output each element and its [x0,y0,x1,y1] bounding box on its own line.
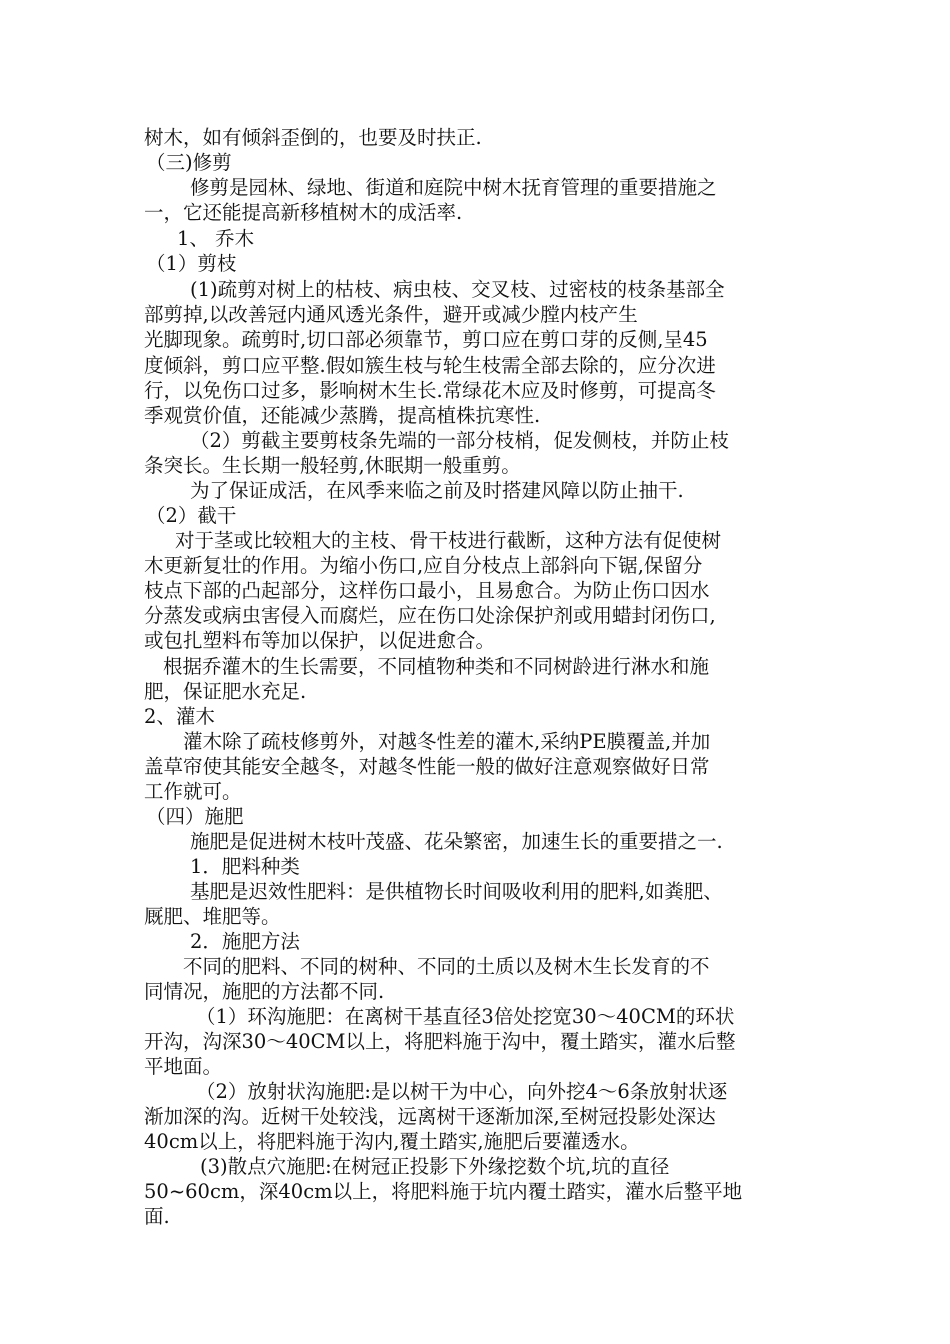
text-line: 肥，保证肥水充足. [144,680,307,703]
text-line: 对于茎或比较粗大的主枝、骨干枝进行截断，这种方法有促使树 [175,529,722,552]
text-line: 盖草帘使其能安全越冬，对越冬性能一般的做好注意观察做好日常 [144,755,710,778]
text-line: (3)散点穴施肥:在树冠正投影下外缘挖数个坑,坑的直径 [200,1155,670,1178]
text-line: 条突长。生长期一般轻剪,休眠期一般重剪。 [144,454,521,477]
text-line: 为了保证成活，在风季来临之前及时搭建风障以防止抽干. [190,479,684,502]
text-line: 季观赏价值，还能减少蒸腾，提高植株抗寒性. [144,404,541,427]
text-line: 根据乔灌木的生长需要，不同植物种类和不同树龄进行淋水和施 [163,655,710,678]
text-line: 50~60cm，深40cm以上，将肥料施于坑内覆土踏实，灌水后整平地 [144,1180,743,1203]
text-line: (1)疏剪对树上的枯枝、病虫枝、交叉枝、过密枝的枝条基部全 [190,278,725,301]
text-line: 基肥是迟效性肥料：是供植物长时间吸收利用的肥料,如粪肥、 [190,880,723,903]
text-line: 厩肥、堆肥等。 [144,905,281,928]
text-line: 工作就可。 [144,780,242,803]
text-line: 施肥是促进树木枝叶茂盛、花朵繁密，加速生长的重要措之一. [190,830,723,853]
text-line: 平地面。 [144,1055,223,1078]
text-line: 修剪是园林、绿地、街道和庭院中树木抚育管理的重要措施之 [190,176,717,199]
text-line: （1）环沟施肥：在离树干基直径3倍处挖宽30～40CM的环状 [196,1005,735,1028]
text-line: 开沟，沟深30～40CM以上，将肥料施于沟中，覆土踏实，灌水后整 [144,1030,736,1053]
subsection-heading: （1）剪枝 [146,252,237,275]
subsection-heading: 2、灌木 [144,705,215,728]
text-line: 木更新复壮的作用。为缩小伤口,应自分枝点上部斜向下锯,保留分 [144,554,703,577]
text-line: 度倾斜，剪口应平整.假如簇生枝与轮生枝需全部去除的，应分次进 [144,354,716,377]
text-line: 同情况，施肥的方法都不同. [144,980,385,1003]
subsection-heading: 2．施肥方法 [190,930,300,953]
text-line: 40cm以上，将肥料施于沟内,覆土踏实,施肥后要灌透水。 [144,1130,640,1153]
text-line: 灌木除了疏枝修剪外，对越冬性差的灌木,采纳PE膜覆盖,并加 [183,730,711,753]
text-line: 不同的肥料、不同的树种、不同的土质以及树木生长发育的不 [183,955,710,978]
text-line: 光脚现象。疏剪时,切口部必须靠节，剪口应在剪口芽的反侧,呈45 [144,328,708,351]
subsection-heading: 1．肥料种类 [190,855,300,878]
text-line: 渐加深的沟。近树干处较浅，远离树干逐渐加深,至树冠投影处深达 [144,1105,716,1128]
text-line: 面. [144,1205,170,1228]
text-line: 行，以免伤口过多，影响树木生长.常绿花木应及时修剪，可提高冬 [144,379,716,402]
section-heading: （三)修剪 [146,151,232,174]
section-heading: （四）施肥 [146,805,244,828]
text-line: 或包扎塑料布等加以保护，以促进愈合。 [144,629,496,652]
subsection-heading: （2）截干 [146,504,237,527]
subsection-heading: 1、 乔木 [177,227,255,250]
text-line: 部剪掉,以改善冠内通风透光条件，避开或减少膛内枝产生 [144,303,638,326]
text-line: 树木，如有倾斜歪倒的，也要及时扶正. [144,126,482,149]
text-line: 一，它还能提高新移植树木的成活率. [144,201,463,224]
text-line: 分蒸发或病虫害侵入而腐烂，应在伤口处涂保护剂或用蜡封闭伤口, [144,604,716,627]
text-line: （2）剪截主要剪枝条先端的一部分枝梢，促发侧枝，并防止枝 [190,429,729,452]
text-line: （2）放射状沟施肥:是以树干为中心，向外挖4～6条放射状逐 [196,1080,728,1103]
text-line: 枝点下部的凸起部分，这样伤口最小，且易愈合。为防止伤口因水 [144,579,710,602]
